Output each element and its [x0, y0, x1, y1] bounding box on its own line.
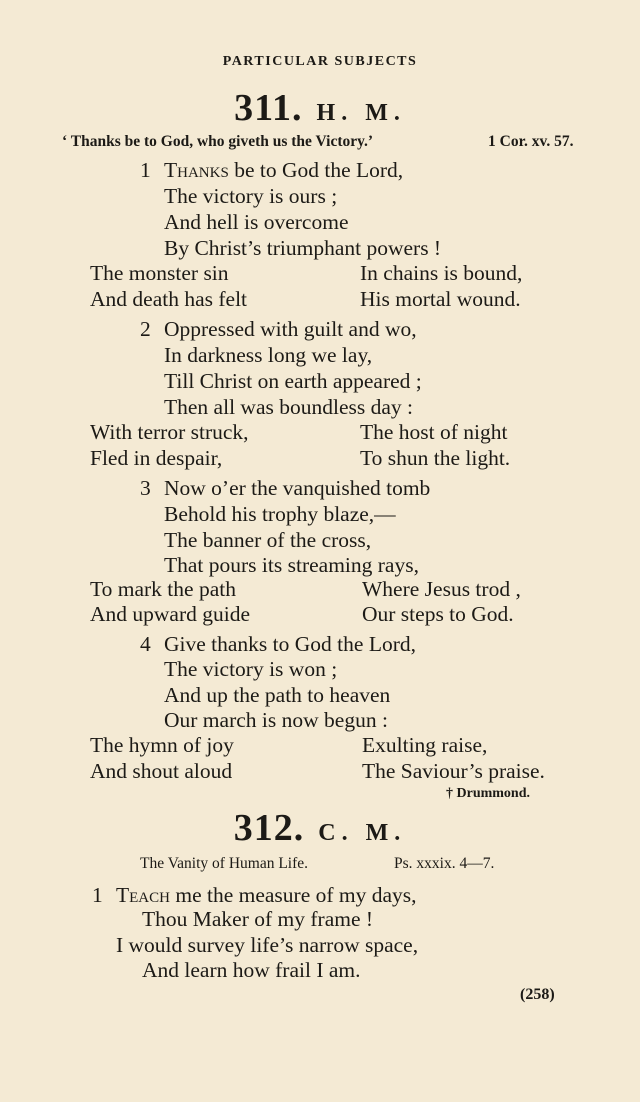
verse-line: And hell is overcome — [164, 210, 349, 234]
couplet-left: Fled in despair, — [90, 446, 223, 470]
hymn-311-attribution: † Drummond. — [446, 786, 531, 801]
verse-line: Then all was boundless day : — [164, 395, 413, 419]
hymn-312-stanza-1-first-line: 1 Teach me the measure of my days, — [92, 883, 417, 907]
hymn-311-epigraph: ‘ Thanks be to God, who giveth us the Victory.’ — [62, 133, 374, 150]
couplet-left: With terror struck, — [90, 420, 249, 444]
verse-line: I would survey life’s narrow space, — [116, 933, 419, 957]
couplet-right: Where Jesus trod , — [362, 577, 521, 601]
verse-line: The victory is won ; — [164, 657, 338, 681]
couplet-right: His mortal wound. — [360, 287, 521, 311]
couplet-right: The host of night — [360, 420, 508, 444]
stanza-number: 3 — [140, 476, 151, 500]
verse-line: By Christ’s triumphant powers ! — [164, 236, 442, 260]
verse-line: In darkness long we lay, — [164, 343, 373, 367]
couplet-right: The Saviour’s praise. — [362, 759, 545, 783]
couplet-left: To mark the path — [90, 577, 236, 601]
stanza-4-first-line: 4 Give thanks to God the Lord, — [140, 632, 416, 656]
stanza-1-first-line: 1 Thanks be to God the Lord, — [140, 158, 404, 182]
hymn-311-number: 311. — [234, 87, 303, 129]
couplet-left: And death has felt — [90, 287, 248, 311]
couplet-left: And shout aloud — [90, 759, 233, 783]
verse-line: Our march is now begun : — [164, 708, 388, 732]
verse-line: And up the path to heaven — [164, 683, 391, 707]
verse-line: The victory is ours ; — [164, 184, 338, 208]
couplet-right: Our steps to God. — [362, 602, 514, 626]
couplet-left: The monster sin — [90, 261, 229, 285]
hymn-312-meter: C. M. — [318, 820, 407, 846]
drop-word: Thanks — [164, 158, 229, 182]
page-number: (258) — [520, 986, 555, 1003]
running-header: PARTICULAR SUBJECTS — [222, 54, 418, 69]
hymn-312-number: 312. — [233, 807, 305, 849]
couplet-left: And upward guide — [90, 602, 251, 626]
hymn-311-scripture-ref: 1 Cor. xv. 57. — [488, 133, 574, 150]
hymn-311-title — [0, 86, 640, 130]
hymn-312-epigraph: The Vanity of Human Life. — [140, 855, 309, 872]
verse-line: And learn how frail I am. — [142, 958, 361, 982]
drop-word: Teach — [116, 883, 170, 907]
couplet-right: Exulting raise, — [362, 733, 488, 757]
couplet-right: In chains is bound, — [360, 261, 523, 285]
verse-line: Till Christ on earth appeared ; — [164, 369, 422, 393]
verse-line: Thou Maker of my frame ! — [142, 907, 374, 931]
verse-line: Behold his trophy blaze,— — [164, 502, 396, 526]
stanza-2-first-line: 2 Oppressed with guilt and wo, — [140, 317, 417, 341]
hymn-311-meter: H. M. — [316, 100, 406, 126]
stanza-3-first-line: 3 Now o’er the vanquished tomb — [140, 476, 431, 500]
hymn-312-title — [0, 806, 640, 850]
couplet-left: The hymn of joy — [90, 733, 234, 757]
hymn-312-scripture-ref: Ps. xxxix. 4—7. — [394, 855, 495, 872]
stanza-number: 1 — [140, 158, 151, 182]
verse-line: The banner of the cross, — [164, 528, 372, 552]
stanza-number: 4 — [140, 632, 151, 656]
couplet-right: To shun the light. — [360, 446, 511, 470]
stanza-number: 1 — [92, 883, 103, 907]
stanza-number: 2 — [140, 317, 151, 341]
verse-line: That pours its streaming rays, — [164, 553, 419, 577]
